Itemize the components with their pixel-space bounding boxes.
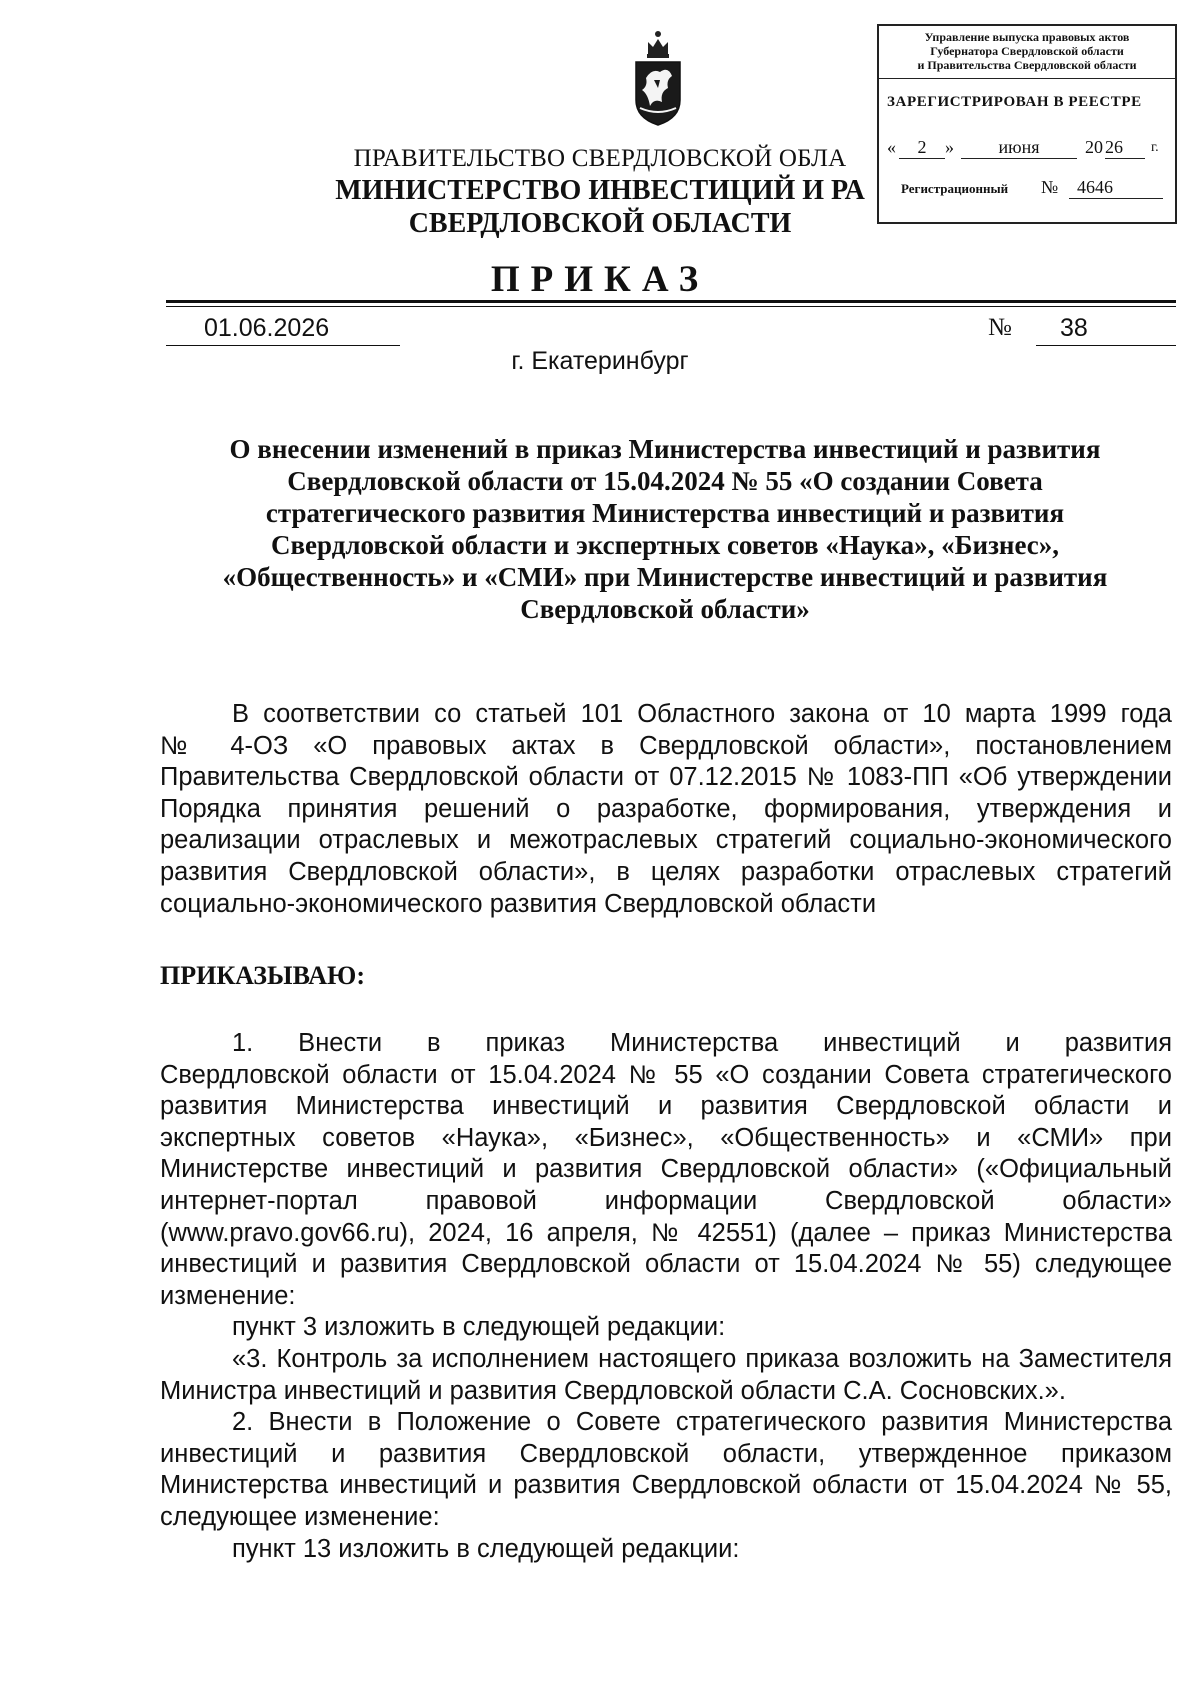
subject-line: О внесении изменений в приказ Министерства инвестиций и развития [229,434,1101,464]
title-divider-thin [166,306,1176,307]
item-line: (www.pravo.gov66.ru), 2024, 16 апреля, № 42551) (далее – приказ Министерства [160,1218,1172,1247]
item-line: инвестиций и развития Свердловской области, утвержденное приказом [160,1439,1172,1468]
preamble-line: Правительства Свердловской области от 07.12.2015 № 1083-ПП «Об утверждении [160,763,1172,792]
document-date: 01.06.2026 [166,314,400,346]
stamp-reg-number: 4646 [1069,177,1163,199]
preamble-line: № 4-ОЗ «О правовых актах в Свердловской области», постановлением [160,731,1172,760]
subject-line: Свердловской области от 15.04.2024 № 55 «О создании Совета [287,466,1043,496]
stamp-header [879,26,1175,79]
item-line: 1. Внести в приказ Министерства инвестиций и развития [232,1029,1172,1057]
item-line: 2. Внести в Положение о Совете стратегического развития Министерства [232,1408,1172,1437]
item-line: Министерства инвестиций и развития Свердловской области от 15.04.2024 № 55, [160,1471,1172,1500]
document-number-sign: № [988,314,1012,341]
stamp-registered-label: ЗАРЕГИСТРИРОВАН В РЕЕСТРЕ [887,94,1142,110]
government-name: ПРАВИТЕЛЬСТВО СВЕРДЛОВСКОЙ ОБЛА [353,145,847,172]
subject-line: Свердловской области и экспертных советов «Наука», «Бизнес», [270,530,1060,560]
item-line: инвестиций и развития Свердловской области от 15.04.2024 № 55) следующее [160,1250,1172,1279]
item-line: развития Министерства инвестиций и развития Свердловской области и [160,1092,1172,1121]
document-title: ПРИКАЗ [490,259,710,300]
preamble-line: развития Свердловской области», в целях разработки отраслевых стратегий [160,857,1172,886]
subject-line: Свердловской области» [520,594,810,624]
stamp-day: 2 [899,137,945,159]
subject-line: стратегического развития Министерства инвестиций и развития [265,498,1065,528]
ministry-name-line-2: СВЕРДЛОВСКОЙ ОБЛАСТИ [408,208,792,239]
item-line: интернет-портал правовой информации Свердловской области» [160,1186,1172,1215]
item-line: Министерстве инвестиций и развития Свердловской области» («Официальный [160,1155,1172,1184]
stamp-year-unit: г. [1151,140,1159,155]
ministry-name-line-1: МИНИСТЕРСТВО ИНВЕСТИЦИЙ И РА [335,175,865,206]
item-line: Свердловской области от 15.04.2024 № 55 «О создании Совета стратегического [160,1060,1172,1089]
stamp-month: июня [961,137,1077,159]
item-line: экспертных советов «Наука», «Бизнес», «Общественность» и «СМИ» при [160,1123,1172,1152]
stamp-reg-label: Регистрационный [901,181,1009,196]
title-divider-thick [166,300,1176,303]
document-number: 38 [1036,314,1176,346]
preamble-line: Порядка принятия решений о разработке, формирования, утверждения и [160,794,1172,823]
stamp-quote-close: » [945,137,954,157]
item-line: «3. Контроль за исполнением настоящего приказа возложить на Заместителя [232,1344,1172,1373]
preamble-paragraph [160,699,1172,920]
stamp-reg-sign: № [1041,177,1059,197]
document-city: г. Екатеринбург [511,347,689,375]
subject-line: «Общественность» и «СМИ» при Министерстве инвестиций и развития [222,562,1108,592]
registration-stamp [877,24,1177,224]
stamp-registration-number [879,175,1175,205]
item-line: Министра инвестиций и развития Свердловской области С.А. Сосновских.». [160,1376,1066,1405]
item-line: пункт 13 изложить в следующей редакции: [232,1534,740,1563]
preamble-line: В соответствии со статьей 101 Областного закона от 10 марта 1999 года [232,700,1172,728]
stamp-quote-open: « [887,137,896,157]
stamp-year-prefix: 20 [1085,137,1103,157]
document-subject [160,433,1170,625]
preamble-line: социально-экономического развития Свердловской области [160,889,877,918]
stamp-header-line: и Правительства Свердловской области [917,58,1137,72]
item-line: следующее изменение: [160,1502,440,1531]
order-items [160,1028,1172,1565]
item-line: пункт 3 изложить в следующей редакции: [232,1313,726,1342]
coat-of-arms-emblem-icon [630,28,686,128]
stamp-header-line: Управление выпуска правовых актов [924,30,1130,44]
order-word: ПРИКАЗЫВАЮ: [160,961,365,990]
stamp-header-line: Губернатора Свердловской области [930,44,1124,58]
preamble-line: реализации отраслевых и межотраслевых стратегий социально-экономического [160,826,1172,855]
stamp-date [879,135,1175,165]
stamp-year-suffix: 26 [1105,137,1145,159]
item-line: изменение: [160,1281,296,1310]
